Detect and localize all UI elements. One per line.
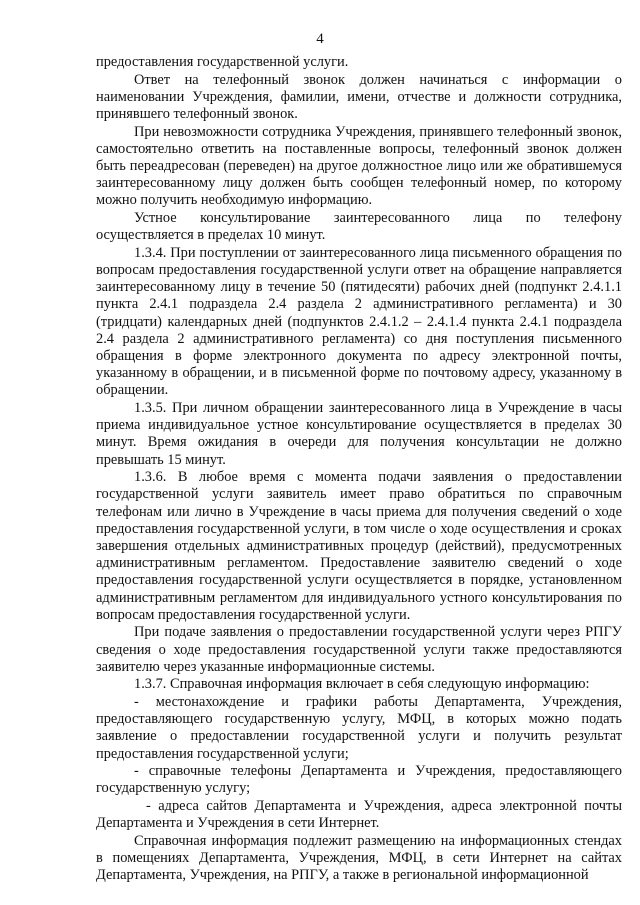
paragraph: Ответ на телефонный звонок должен начинаться с информации о наименовании Учреждения, фамилии, имени, отчестве и должности сотрудника, принявшего телефонный звонок. (96, 71, 622, 122)
page-number: 4 (316, 31, 324, 47)
paragraph: При невозможности сотрудника Учреждения, принявшего телефонный звонок, самостоятельно ответить на поставленные вопросы, телефонный звонок должен быть переадресован (переведен) на другое должностное лицо или же обратившемуся заинтересованному лицу должен быть сообщен телефонный номер, по которому можно получить необходимую информацию. (96, 123, 622, 209)
paragraph: Устное консультирование заинтересованного лица по телефону осуществляется в пределах 10 минут. (96, 210, 622, 244)
paragraph: 1.3.7. Справочная информация включает в себя следующую информацию: (134, 676, 590, 693)
list-item: - справочные телефоны Департамента и Учреждения, предоставляющего государственную услугу; (96, 763, 622, 797)
paragraph: 1.3.4. При поступлении от заинтересованного лица письменного обращения по вопросам предоставления государственной услуги ответ на обращение направляется заинтересованному лицу в течение 50 (пятидесяти) рабочих дней (подпункт 2.4.1.1 пункта 2.4.1 подраздела 2.4 раздела 2 административного регламента) и 30 (тридцати) календарных дней (подпунктов 2.4.1.2 – 2.4.1.4 пункта 2.4.1 подраздела 2.4 раздела 2 административного регламента) со дня поступления письменного обращения в форме электронного документа по адресу электронной почты, указанному в обращении, и в письменной форме по почтовому адресу, указанному в обращении. (96, 244, 622, 399)
document-body (96, 54, 622, 885)
paragraph: 1.3.5. При личном обращении заинтересованного лица в Учреждение в часы приема индивидуальное устное консультирование осуществляется в пределах 30 минут. Время ожидания в очереди для получения консультации не должно превышать 15 минут. (96, 400, 622, 468)
paragraph: 1.3.6. В любое время с момента подачи заявления о предоставлении государственной услуги заявитель имеет право обратиться по справочным телефонам или лично в Учреждение в часы приема для получения сведений о ходе предоставления государственной услуги, в том числе о ходе осуществления и сроках завершения отдельных административных процедур (действий), предусмотренных административным регламентом. Предоставление заявителю сведений о ходе предоставления государственной услуги осуществляется в порядке, установленном административным регламентом для индивидуального устного консультирования по вопросам предоставления государственной услуги. (96, 469, 622, 623)
paragraph: При подаче заявления о предоставлении государственной услуги через РПГУ сведения о ходе предоставления государственной услуги также предоставляются заявителю через указанные информационные системы. (96, 624, 622, 675)
list-item: - местонахождение и графики работы Департамента, Учреждения, предоставляющего государственную услугу, МФЦ, в которых можно подать заявление о предоставлении государственной услуги и получить результат предоставления государственной услуги; (96, 694, 622, 762)
list-item: - адреса сайтов Департамента и Учреждения, адреса электронной почты Департамента и Учреждения в сети Интернет. (96, 798, 622, 832)
paragraph: Справочная информация подлежит размещению на информационных стендах в помещениях Департамента, Учреждения, МФЦ, в сети Интернет на сайтах Департамента, Учреждения, на РПГУ, а также в региональной информационной (96, 832, 622, 884)
paragraph: предоставления государственной услуги. (96, 54, 349, 70)
